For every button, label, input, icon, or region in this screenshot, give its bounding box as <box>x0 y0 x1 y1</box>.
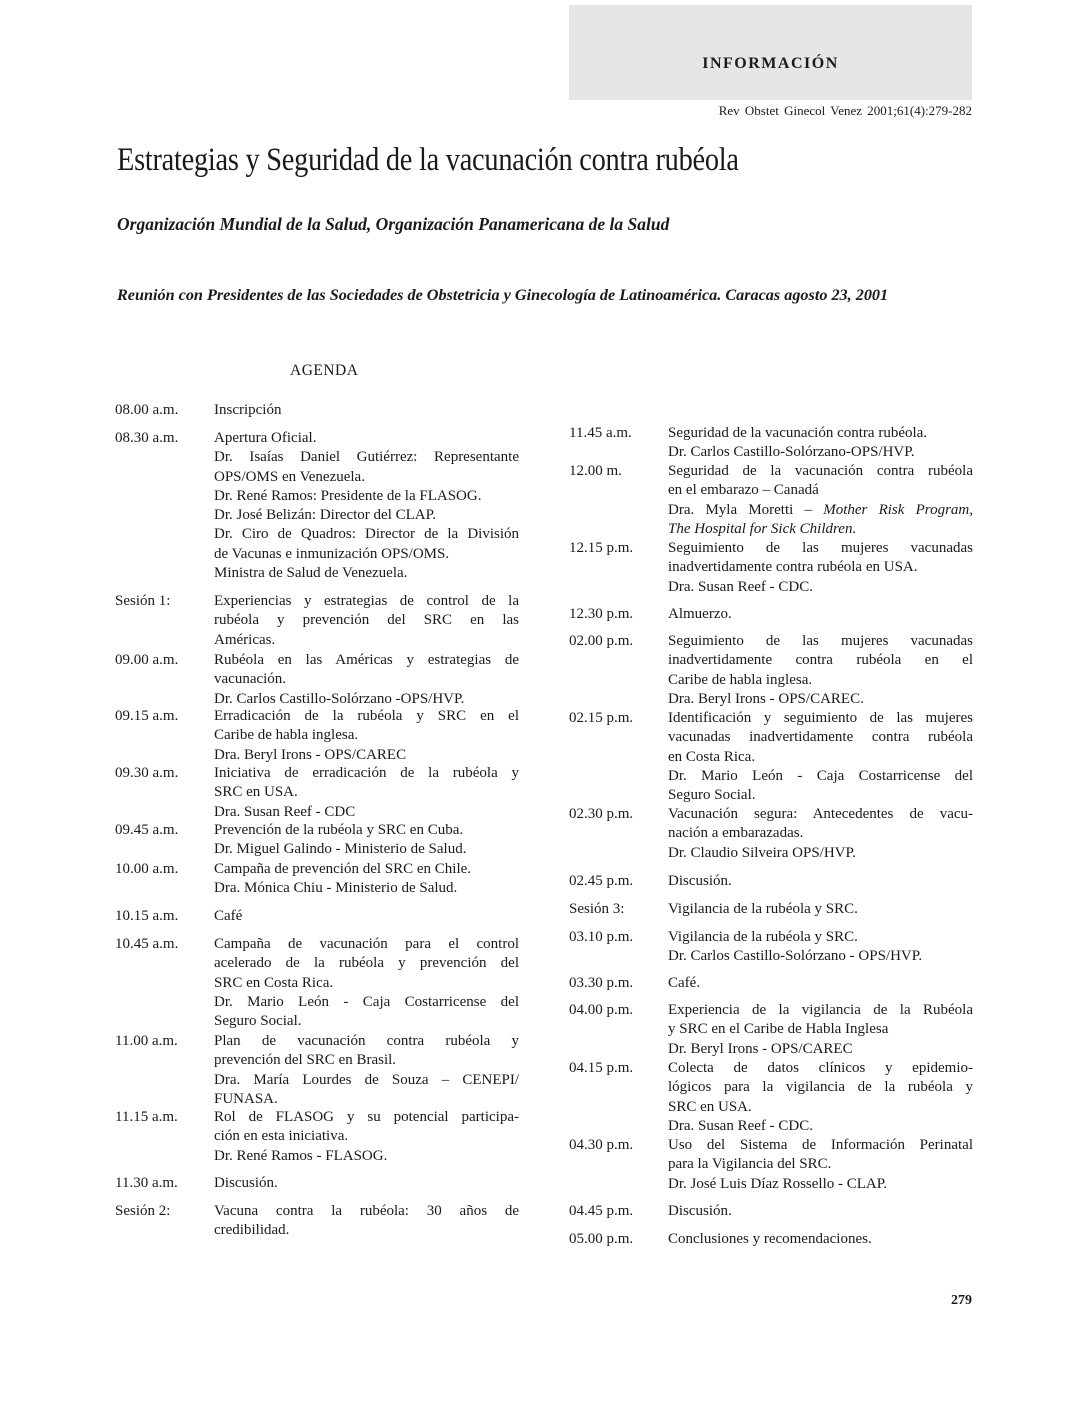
agenda-line: de Vacunas e inmunización OPS/OMS. <box>214 545 450 562</box>
agenda-description <box>668 462 973 539</box>
agenda-description <box>668 805 973 863</box>
journal-citation: Rev Obstet Ginecol Venez 2001;61(4):279-282 <box>718 103 972 118</box>
agenda-description <box>668 1059 973 1136</box>
agenda-description <box>214 707 519 765</box>
agenda-description <box>214 1032 519 1109</box>
agenda-time: 02.45 p.m. <box>569 873 634 889</box>
agenda-line: SRC en USA. <box>214 784 298 801</box>
agenda-time: 05.00 p.m. <box>569 1231 634 1247</box>
agenda-time: Sesión 3: <box>569 901 625 917</box>
agenda-line: Iniciativa de erradicación de la rubéola y <box>214 765 519 781</box>
agenda-time: 02.30 p.m. <box>569 806 634 822</box>
agenda-line: Experiencia de la vigilancia de la Rubéola <box>668 1002 973 1018</box>
agenda-line: inadvertidamente contra rubéola en el <box>668 652 973 669</box>
agenda-line: Dr. Carlos Castillo-Solórzano-OPS/HVP. <box>668 444 915 461</box>
page-number: 279 <box>951 1293 972 1308</box>
agenda-line: Erradicación de la rubéola y SRC en el <box>214 708 519 724</box>
agenda-description <box>214 764 519 822</box>
agenda-description <box>668 424 973 463</box>
agenda-line: nación a embarazadas. <box>668 825 804 842</box>
agenda-time: 11.00 a.m. <box>115 1033 178 1049</box>
agenda-time: 10.45 a.m. <box>115 936 179 952</box>
agenda-line: Ministra de Salud de Venezuela. <box>214 565 408 582</box>
agenda-line: Uso del Sistema de Información Perinatal <box>668 1137 973 1153</box>
agenda-line: ción en esta iniciativa. <box>214 1128 349 1145</box>
agenda-line: acelerado de la rubéola y prevención del <box>214 955 519 972</box>
agenda-time: 08.30 a.m. <box>115 430 179 446</box>
agenda-line: Discusión. <box>214 1175 278 1191</box>
agenda-line: Vacuna contra la rubéola: 30 años de <box>214 1203 519 1219</box>
agenda-line: lógicos para la vigilancia de la rubéola y <box>668 1079 973 1096</box>
agenda-line: SRC en USA. <box>668 1098 752 1115</box>
agenda-heading: AGENDA <box>290 362 359 379</box>
agenda-time: Sesión 1: <box>115 593 171 609</box>
agenda-time: 12.30 p.m. <box>569 606 634 622</box>
agenda-time: 11.15 a.m. <box>115 1109 178 1125</box>
agenda-time: 11.30 a.m. <box>115 1175 178 1191</box>
agenda-line: Identificación y seguimiento de las mujeres <box>668 710 973 726</box>
agenda-line: Dra. Susan Reef - CDC. <box>668 578 813 595</box>
agenda-line: inadvertidamente contra rubéola en USA. <box>668 559 918 576</box>
agenda-description <box>214 935 519 1031</box>
agenda-line: Seguimiento de las mujeres vacunadas <box>668 633 973 649</box>
agenda-line: Caribe de habla inglesa. <box>214 727 359 744</box>
agenda-line: Dra. Susan Reef - CDC. <box>668 1117 813 1134</box>
agenda-line: Dr. Miguel Galindo - Ministerio de Salud. <box>214 841 467 858</box>
agenda-line: Dr. Carlos Castillo-Solórzano - OPS/HVP. <box>668 948 923 965</box>
agenda-line: Vigilancia de la rubéola y SRC. <box>668 901 858 917</box>
agenda-description <box>214 651 519 709</box>
agenda-line: Rol de FLASOG y su potencial participa- <box>214 1109 519 1125</box>
agenda-line: Dr. Carlos Castillo-Solórzano -OPS/HVP. <box>214 690 465 707</box>
agenda-line: Plan de vacunación contra rubéola y <box>214 1033 519 1049</box>
agenda-description <box>214 1202 519 1241</box>
agenda-line: Rubéola en las Américas y estrategias de <box>214 652 519 668</box>
agenda-line: Dr. Ciro de Quadros: Director de la División <box>214 526 519 543</box>
agenda-line: en Costa Rica. <box>668 748 756 765</box>
agenda-line: y SRC en el Caribe de Habla Inglesa <box>668 1021 889 1038</box>
agenda-line: Dra. Beryl Irons - OPS/CAREC <box>214 746 407 763</box>
agenda-description <box>214 592 519 650</box>
agenda-line: Conclusiones y recomendaciones. <box>668 1231 872 1247</box>
agenda-line: Café. <box>668 975 701 991</box>
agenda-description <box>668 605 973 624</box>
agenda-time: 02.00 p.m. <box>569 633 634 649</box>
agenda-line: Vigilancia de la rubéola y SRC. <box>668 929 858 945</box>
agenda-description <box>668 974 973 993</box>
agenda-line: Dra. Beryl Irons - OPS/CAREC. <box>668 690 864 707</box>
agenda-time: 12.15 p.m. <box>569 540 634 556</box>
agenda-time: 02.15 p.m. <box>569 710 634 726</box>
agenda-time: 09.15 a.m. <box>115 708 179 724</box>
agenda-line: Seguimiento de las mujeres vacunadas <box>668 540 973 556</box>
agenda-line: Dr. José Luis Díaz Rossello - CLAP. <box>668 1175 888 1192</box>
agenda-description <box>214 429 519 583</box>
agenda-time: 12.00 m. <box>569 463 622 479</box>
agenda-line: Dr. René Ramos - FLASOG. <box>214 1147 388 1164</box>
agenda-time: 04.00 p.m. <box>569 1002 634 1018</box>
agenda-time: 08.00 a.m. <box>115 402 179 418</box>
agenda-line: Dr. René Ramos: Presidente de la FLASOG. <box>214 487 482 504</box>
agenda-time: 04.15 p.m. <box>569 1060 634 1076</box>
agenda-line: Dr. Mario León - Caja Costarricense del <box>214 993 519 1010</box>
agenda-description <box>668 872 973 891</box>
agenda-line: Prevención de la rubéola y SRC en Cuba. <box>214 822 464 838</box>
article-title: Estrategias y Seguridad de la vacunación contra rubéola <box>117 142 739 178</box>
agenda-description <box>214 1174 519 1193</box>
agenda-line: Dra. Mónica Chiu - Ministerio de Salud. <box>214 880 458 897</box>
agenda-time: 03.10 p.m. <box>569 929 634 945</box>
agenda-line: Colecta de datos clínicos y epidemio- <box>668 1060 973 1076</box>
agenda-description <box>668 632 973 709</box>
agenda-line: Dr. Mario León - Caja Costarricense del <box>668 767 973 784</box>
agenda-line: vacunadas inadvertidamente contra rubéola <box>668 729 973 746</box>
agenda-time: 03.30 p.m. <box>569 975 634 991</box>
agenda-time: 09.30 a.m. <box>115 765 179 781</box>
agenda-line: Vacunación segura: Antecedentes de vacu- <box>668 806 973 822</box>
agenda-description <box>668 1001 973 1059</box>
agenda-line: en el embarazo – Canadá <box>668 482 819 499</box>
agenda-line: Américas. <box>214 631 276 648</box>
agenda-line: para la Vigilancia del SRC. <box>668 1156 832 1173</box>
agenda-line: credibilidad. <box>214 1222 290 1239</box>
agenda-line: Café <box>214 908 243 924</box>
agenda-line: Dr. Claudio Silveira OPS/HVP. <box>668 844 856 861</box>
agenda-description <box>668 539 973 597</box>
article-subtitle: Organización Mundial de la Salud, Organización Panamericana de la Salud <box>117 214 670 234</box>
agenda-line: Dra. María Lourdes de Souza – CENEPI/ <box>214 1071 519 1088</box>
agenda-line: Dr. Isaías Daniel Gutiérrez: Representante <box>214 449 519 466</box>
agenda-description <box>668 928 973 967</box>
section-header-box <box>569 5 972 100</box>
agenda-line: prevención del SRC en Brasil. <box>214 1052 397 1069</box>
agenda-line: Dra. Susan Reef - CDC <box>214 803 356 820</box>
agenda-line: Caribe de habla inglesa. <box>668 671 813 688</box>
agenda-line: SRC en Costa Rica. <box>214 974 334 991</box>
section-label: INFORMACIÓN <box>702 55 839 72</box>
agenda-description <box>214 860 519 899</box>
agenda-description <box>668 1230 973 1249</box>
agenda-time: 04.30 p.m. <box>569 1137 634 1153</box>
agenda-description <box>214 907 519 926</box>
agenda-description <box>214 821 519 860</box>
agenda-line: Almuerzo. <box>668 606 732 622</box>
agenda-time: 04.45 p.m. <box>569 1203 634 1219</box>
agenda-description <box>668 900 973 919</box>
agenda-time: 10.15 a.m. <box>115 908 179 924</box>
agenda-description <box>668 709 973 805</box>
agenda-description <box>668 1202 973 1221</box>
agenda-line: Dra. Myla Moretti – Mother Risk Program, <box>668 501 973 518</box>
agenda-description <box>214 1108 519 1166</box>
agenda-line: FUNASA. <box>214 1090 278 1107</box>
agenda-line: OPS/OMS en Venezuela. <box>214 468 365 485</box>
agenda-time: 09.00 a.m. <box>115 652 179 668</box>
agenda-line: Discusión. <box>668 873 732 889</box>
agenda-line: Dr. Beryl Irons - OPS/CAREC <box>668 1040 853 1057</box>
agenda-line: Seguro Social. <box>668 787 756 804</box>
agenda-description <box>668 1136 973 1194</box>
agenda-line: Seguridad de la vacunación contra rubéola <box>668 463 973 479</box>
agenda-line: Seguro Social. <box>214 1013 302 1030</box>
agenda-line: Discusión. <box>668 1203 732 1219</box>
meeting-line: Reunión con Presidentes de las Sociedades de Obstetricia y Ginecología de Latinoamérica. Caracas agosto 23, 2001 <box>117 286 889 304</box>
agenda-line: Campaña de prevención del SRC en Chile. <box>214 861 472 877</box>
agenda-line: Experiencias y estrategias de control de la <box>214 593 519 609</box>
agenda-line: Inscripción <box>214 402 282 418</box>
agenda-line: The Hospital for Sick Children. <box>668 520 857 537</box>
agenda-time: Sesión 2: <box>115 1203 171 1219</box>
agenda-time: 09.45 a.m. <box>115 822 179 838</box>
agenda-line: Seguridad de la vacunación contra rubéola. <box>668 425 928 441</box>
agenda-line: Campaña de vacunación para el control <box>214 936 519 952</box>
agenda-line: vacunación. <box>214 671 287 688</box>
agenda-time: 10.00 a.m. <box>115 861 179 877</box>
agenda-time: 11.45 a.m. <box>569 425 632 441</box>
agenda-line: Apertura Oficial. <box>214 430 317 446</box>
agenda-line: rubéola y prevención del SRC en las <box>214 612 519 629</box>
agenda-description <box>214 401 519 420</box>
agenda-line: Dr. José Belizán: Director del CLAP. <box>214 507 437 524</box>
